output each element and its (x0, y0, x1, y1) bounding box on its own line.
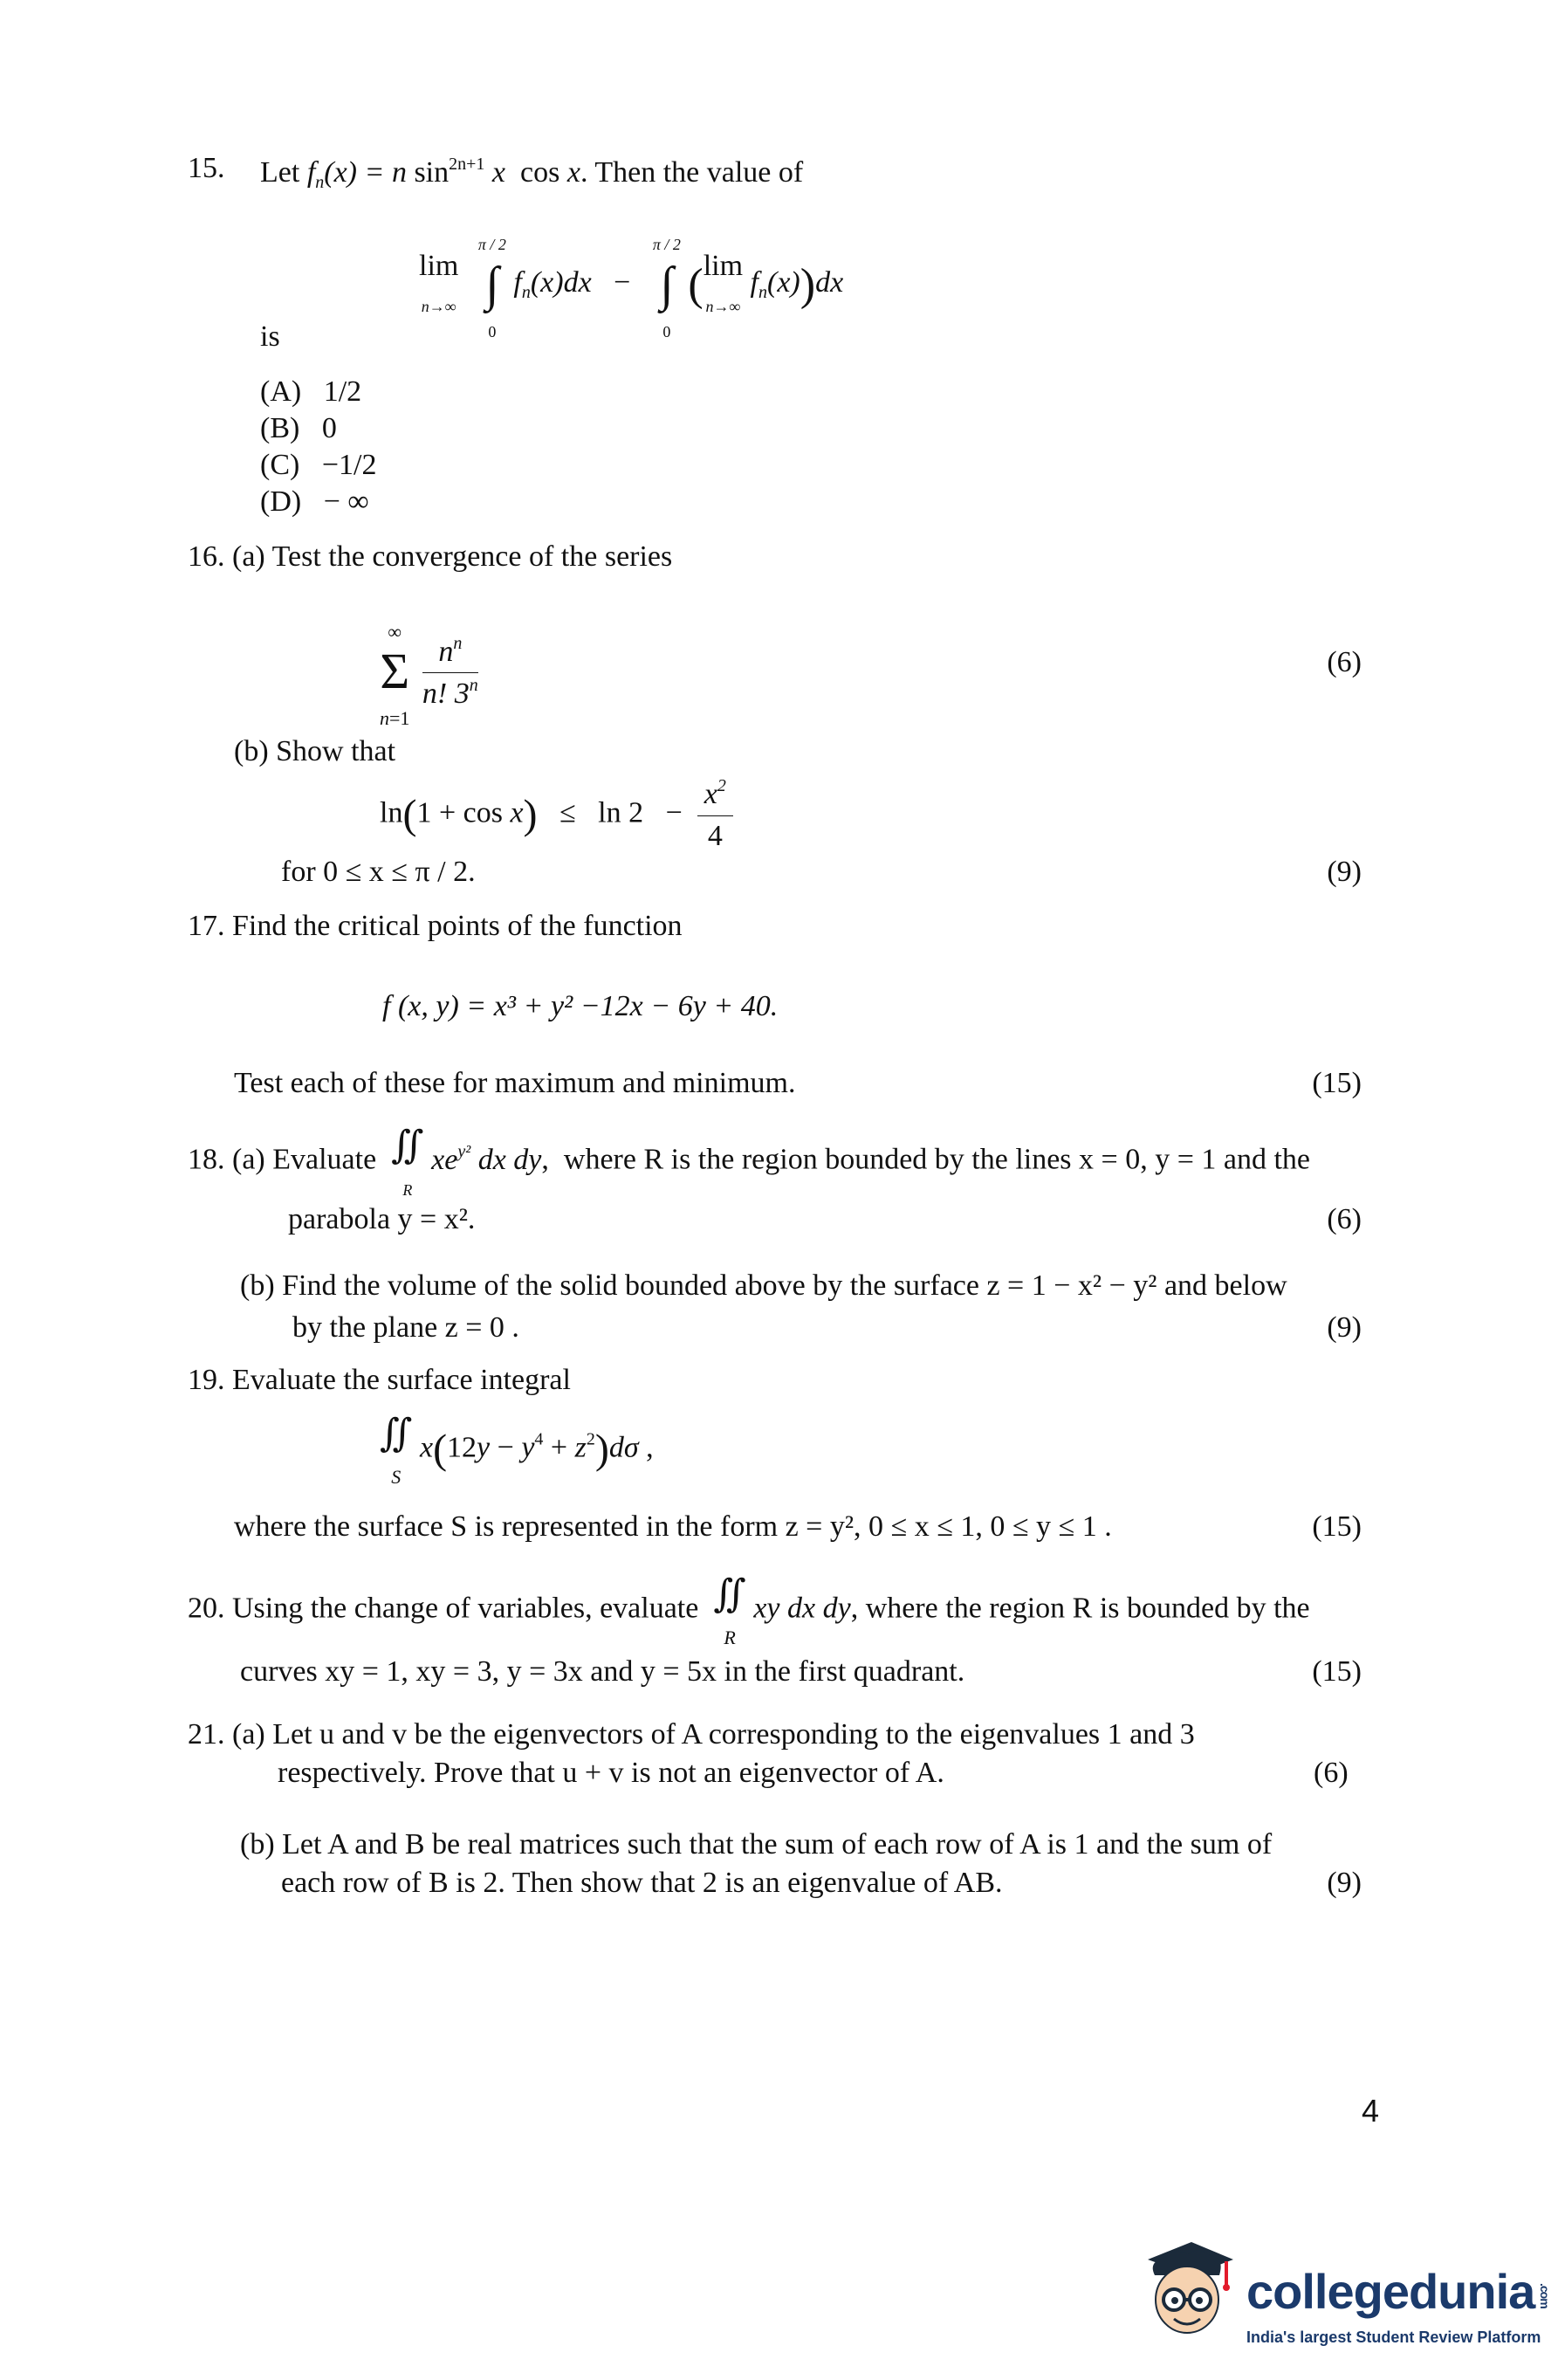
q19-integral: ∬ S $x(12y - y^4 + z^2)d\sigma$ , (380, 1412, 654, 1488)
q17-marks: (15) (1312, 1067, 1362, 1099)
q18a-marks: (6) (1327, 1203, 1362, 1235)
q20-marks: (15) (1312, 1655, 1362, 1688)
q21a-line2: respectively. Prove that u + v is not an eigenvector of A. (278, 1757, 944, 1789)
q19-heading: 19. Evaluate the surface integral (188, 1364, 571, 1396)
q18a-line1: 18. (a) Evaluate ∬ R $xe^{y^2}$ dx dy, where R is the region bounded by the lines x = 0, y = 1 and the (188, 1124, 1311, 1199)
q16b-inequality: ln(1 + cos x) ≤ ln 2 − $\frac{x^2}{4}$ (380, 775, 733, 855)
q18b-line2: by the plane z = 0 . (292, 1311, 519, 1344)
q18b-marks: (9) (1327, 1311, 1362, 1344)
page-number: 4 (1362, 2093, 1380, 2129)
q17-heading: 17. Find the critical points of the function (188, 910, 683, 942)
q15-is: is (260, 320, 280, 353)
q17-function: f (x, y) = x³ + y² −12x − 6y + 40. (382, 990, 779, 1022)
q19-marks: (15) (1312, 1510, 1362, 1543)
q21b-marks: (9) (1327, 1867, 1362, 1899)
q16a-marks: (6) (1327, 646, 1362, 678)
q16b-range: for 0 ≤ x ≤ π / 2. (281, 856, 476, 888)
q16-heading: 16. (a) Test the convergence of the series (188, 540, 673, 573)
brand-tagline: India's largest Student Review Platform (1246, 2328, 1541, 2346)
q15-option-c: (C) −1/2 (260, 449, 377, 481)
mascot-logo-icon (1139, 2235, 1235, 2340)
q15-limit-expression: lim n→∞ π / 2 ∫ 0 $f_n(x)dx - \pi / 2$ ∫ 0 (lim n→∞ $f_n(x))dx$ (419, 236, 844, 340)
q15-option-d: (D) − ∞ (260, 485, 369, 518)
q18a-line2: parabola y = x². (288, 1203, 476, 1235)
q21a-line1: 21. (a) Let u and v be the eigenvectors of A corresponding to the eigenvalues 1 and 3 (188, 1718, 1195, 1751)
q15-option-b: (B) 0 (260, 412, 337, 444)
q15-option-a: (A) 1/2 (260, 375, 362, 408)
q20-line2: curves xy = 1, xy = 3, y = 3x and y = 5x in the first quadrant. (240, 1655, 965, 1688)
q15-number: 15. (188, 152, 225, 184)
q16-series: ∞ Σ n=1 $\frac{n^n}{n! 3^n}$ (380, 621, 478, 729)
q21a-marks: (6) (1314, 1757, 1349, 1789)
q21b-line2: each row of B is 2. Then show that 2 is an eigenvalue of AB. (281, 1867, 1003, 1899)
q16b-heading: (b) Show that (234, 735, 396, 767)
q16b-marks: (9) (1327, 856, 1362, 888)
q21b-line1: (b) Let A and B be real matrices such that the sum of each row of A is 1 and the sum of (240, 1828, 1273, 1861)
q20-line1: 20. Using the change of variables, evaluate ∬ R xy dx dy, where the region R is bounded by the (188, 1572, 1310, 1648)
q15-statement: Let $f_n(x) = n$ $\sin^{2n+1} x$ cos x. Then the value of (260, 155, 804, 192)
q18b-line1: (b) Find the volume of the solid bounded above by the surface z = 1 − x² − y² and below (240, 1269, 1287, 1302)
brand-wordmark: collegedunia .com (1246, 2264, 1552, 2319)
q19-where: where the surface S is represented in the form z = y², 0 ≤ x ≤ 1, 0 ≤ y ≤ 1 . (234, 1510, 1112, 1543)
q17-test: Test each of these for maximum and minimum. (234, 1067, 796, 1099)
